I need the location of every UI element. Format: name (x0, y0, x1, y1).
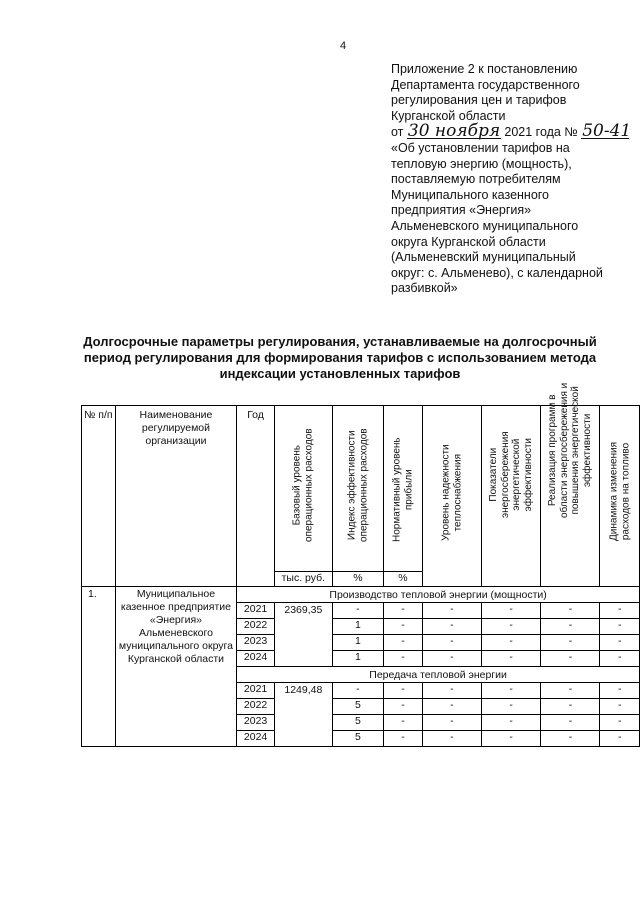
value-cell: - (422, 699, 481, 715)
header-text: энергосбережения (499, 431, 511, 518)
appendix-line: поставляемую потребителям (391, 172, 561, 187)
document-title (80, 334, 600, 382)
value-cell: - (481, 731, 540, 747)
appendix-line: округ: с. Альменево), с календарной (391, 265, 603, 280)
appendix-line: Департамента государственного (391, 77, 580, 92)
value-cell: - (481, 635, 540, 651)
header-text: Динамика изменения (608, 441, 620, 541)
value-cell: 5 (332, 699, 383, 715)
header-row-number: № п/п (82, 406, 116, 587)
year-cell: 2021 (237, 683, 275, 699)
header-text: расходов на топливо (619, 442, 631, 541)
value-cell: - (600, 651, 640, 667)
handwritten-date: 30 ноября (407, 121, 501, 142)
date-prefix: от (391, 125, 404, 140)
header-text: операционных расходов (357, 428, 369, 542)
value-cell: - (600, 715, 640, 731)
value-cell: - (541, 651, 600, 667)
title-line: индексации установленных тарифов (219, 366, 461, 381)
appendix-line: округа Курганской области (391, 234, 546, 249)
value-cell: - (481, 603, 540, 619)
appendix-line: регулирования цен и тарифов (391, 93, 567, 108)
value-cell: - (481, 699, 540, 715)
year-text: 2021 года № (504, 125, 578, 140)
value-cell: - (384, 683, 423, 699)
header-text: Индекс эффективности (346, 430, 358, 541)
value-cell: - (384, 635, 423, 651)
year-cell: 2024 (237, 731, 275, 747)
value-cell: - (541, 715, 600, 731)
handwritten-number: 50-41 (582, 121, 632, 142)
page-number: 4 (340, 40, 347, 52)
value-cell: - (541, 699, 600, 715)
base-level-cell: 1249,48 (274, 683, 332, 747)
value-cell: - (422, 635, 481, 651)
header-text: энергетической (511, 438, 523, 511)
base-level-cell: 2369,35 (274, 603, 332, 667)
appendix-line: тепловую энергию (мощность), (391, 156, 572, 171)
unit-cell: % (384, 572, 423, 587)
header-energy-saving (481, 406, 540, 587)
appendix-date-line (391, 121, 632, 142)
title-line: период регулирования для формирования тарифов с использованием метода (83, 350, 597, 365)
appendix-line: Муниципального казенного (391, 187, 550, 202)
year-cell: 2021 (237, 603, 275, 619)
value-cell: - (600, 635, 640, 651)
value-cell: - (600, 619, 640, 635)
value-cell: - (600, 603, 640, 619)
value-cell: - (422, 603, 481, 619)
value-cell: 1 (332, 619, 383, 635)
value-cell: - (600, 731, 640, 747)
unit-cell: тыс. руб. (274, 572, 332, 587)
unit-cell: % (332, 572, 383, 587)
header-text: теплоснабжения (451, 453, 463, 532)
section-title: Производство тепловой энергии (мощности) (237, 587, 640, 603)
appendix-line: «Об установлении тарифов на (391, 140, 570, 155)
value-cell: - (481, 651, 540, 667)
value-cell: - (541, 731, 600, 747)
header-text: Реализация программ в (547, 394, 559, 507)
value-cell: - (332, 603, 383, 619)
year-cell: 2022 (237, 699, 275, 715)
value-cell: - (422, 619, 481, 635)
value-cell: 1 (332, 651, 383, 667)
header-organization: Наименование регулируемой организации (115, 406, 236, 587)
header-text: области энергосбережения и (558, 382, 570, 518)
appendix-line: разбивкой» (391, 281, 458, 296)
header-text: Показатели (488, 447, 500, 502)
value-cell: 5 (332, 715, 383, 731)
value-cell: - (600, 699, 640, 715)
header-text: операционных расходов (303, 428, 315, 542)
appendix-line: Приложение 2 к постановлению (391, 62, 578, 76)
header-text: повышения энергетической (570, 386, 582, 515)
header-year: Год (237, 406, 275, 587)
header-text: прибыли (402, 469, 414, 511)
value-cell: - (384, 619, 423, 635)
value-cell: - (422, 715, 481, 731)
value-cell: - (600, 683, 640, 699)
year-cell: 2024 (237, 651, 275, 667)
appendix-line: предприятия «Энергия» (391, 203, 532, 218)
value-cell: - (384, 699, 423, 715)
header-efficiency-index (332, 406, 383, 572)
value-cell: - (481, 715, 540, 731)
header-base-opex (274, 406, 332, 572)
value-cell: - (541, 619, 600, 635)
organization-name: Муниципальное казенное предприятие «Энергия» Альменевского муниципального округа Курганской области (115, 587, 236, 747)
appendix-line: Альменевского муниципального (391, 218, 579, 233)
value-cell: - (541, 683, 600, 699)
value-cell: 5 (332, 731, 383, 747)
value-cell: - (332, 683, 383, 699)
header-profit-level (384, 406, 423, 572)
section-title: Передача тепловой энергии (237, 667, 640, 683)
header-reliability (422, 406, 481, 587)
title-line: Долгосрочные параметры регулирования, устанавливаемые на долгосрочный (83, 334, 597, 349)
value-cell: - (422, 731, 481, 747)
header-programs (541, 382, 600, 587)
parameters-table (81, 382, 640, 747)
header-text: Нормативный уровень (391, 437, 403, 542)
year-cell: 2022 (237, 619, 275, 635)
value-cell: - (384, 731, 423, 747)
year-cell: 2023 (237, 715, 275, 731)
value-cell: - (384, 715, 423, 731)
header-fuel-dynamics (600, 406, 640, 587)
value-cell: - (541, 635, 600, 651)
row-number: 1. (82, 587, 116, 747)
value-cell: - (541, 603, 600, 619)
year-cell: 2023 (237, 635, 275, 651)
appendix-line: Курганской области (391, 108, 506, 123)
header-text: эффективности (522, 437, 534, 512)
appendix-block (391, 62, 632, 297)
header-text: эффективности (581, 413, 593, 488)
value-cell: - (384, 603, 423, 619)
header-text: Уровень надежности (440, 444, 452, 541)
header-text: Базовый уровень (291, 444, 303, 526)
value-cell: - (422, 651, 481, 667)
value-cell: - (422, 683, 481, 699)
value-cell: - (481, 683, 540, 699)
value-cell: - (481, 619, 540, 635)
value-cell: - (384, 651, 423, 667)
value-cell: 1 (332, 635, 383, 651)
appendix-line: (Альменевский муниципальный (391, 250, 576, 265)
